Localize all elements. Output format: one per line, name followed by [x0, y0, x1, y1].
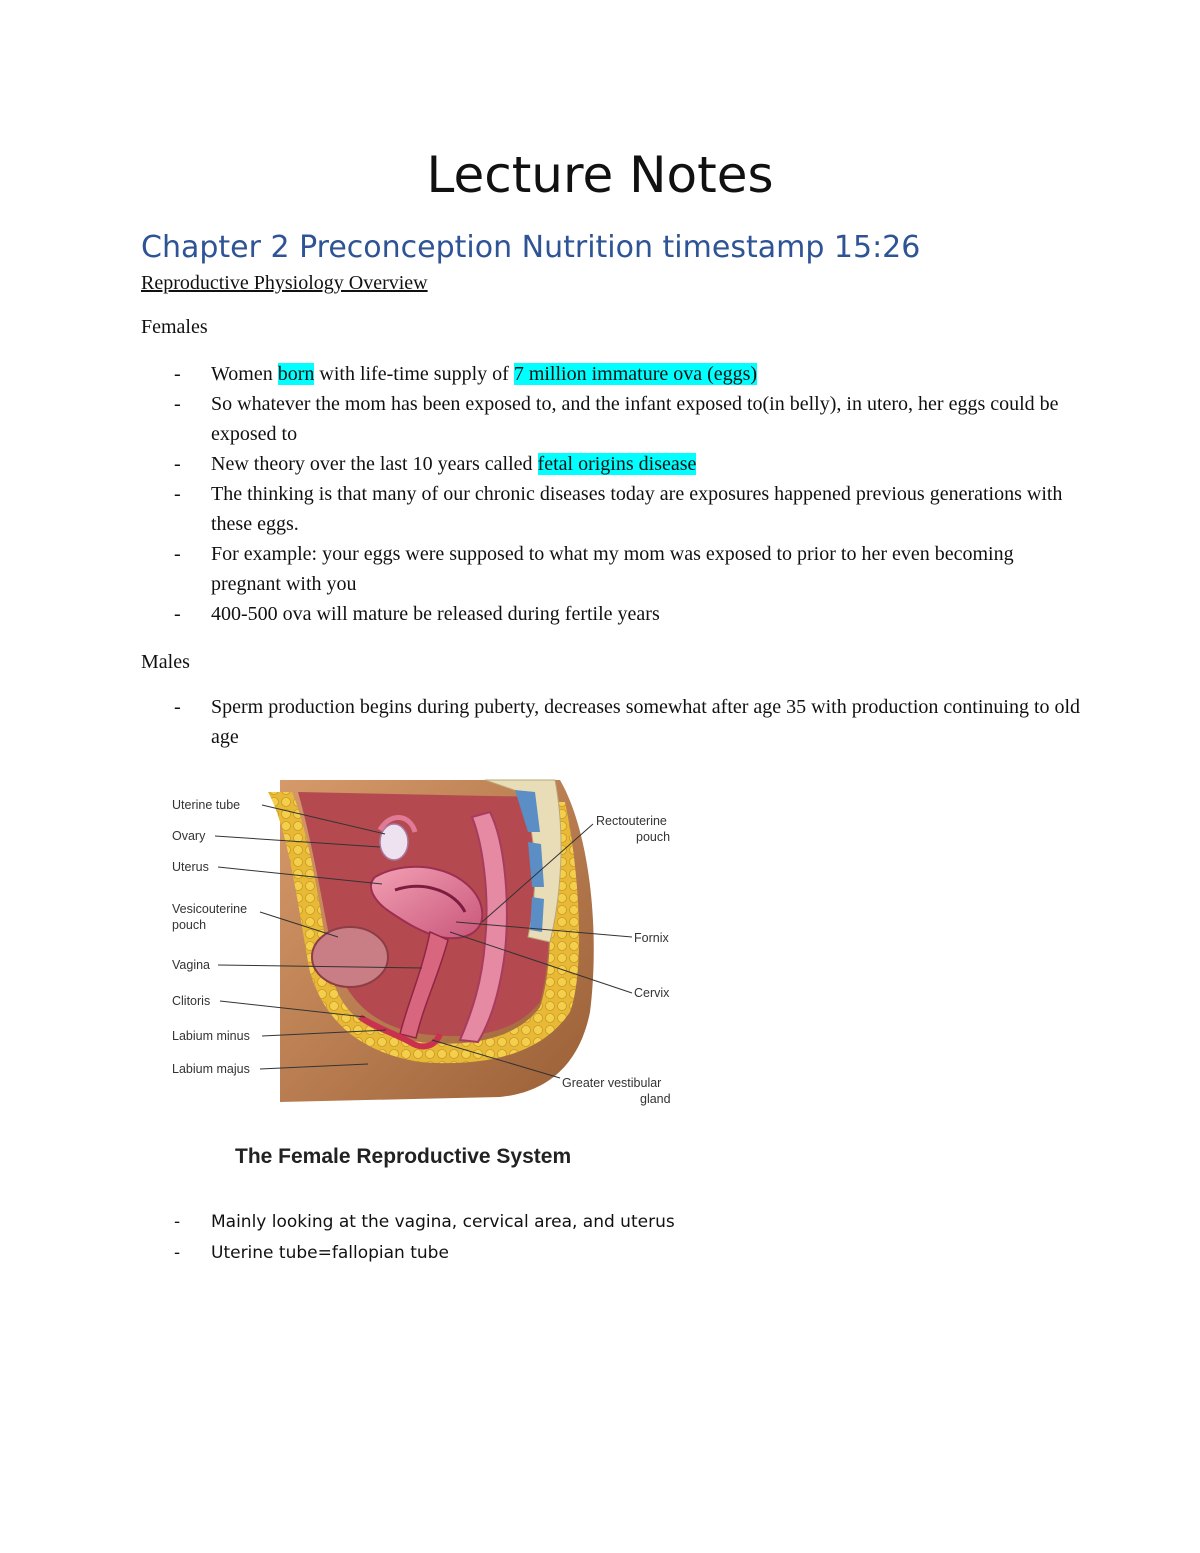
- label-labium-minus: Labium minus: [172, 1029, 250, 1043]
- label-labium-majus: Labium majus: [172, 1062, 250, 1076]
- bullet-marker: -: [174, 696, 181, 718]
- bullet-marker: -: [174, 453, 181, 475]
- text-run: New theory over the last 10 years called: [211, 453, 538, 475]
- bullet-marker: -: [174, 363, 181, 385]
- label-greater-vestibular: Greater vestibular: [562, 1076, 662, 1090]
- page-title: Lecture Notes: [426, 146, 774, 204]
- label-uterus: Uterus: [172, 860, 209, 874]
- text-run: Women: [211, 363, 278, 385]
- bullet-marker: -: [174, 393, 181, 415]
- list-item: [141, 599, 1081, 629]
- list-item-text: The thinking is that many of our chronic diseases today are exposures happened previous generations with these eggs.: [211, 483, 1063, 535]
- label-vagina: Vagina: [172, 958, 210, 972]
- section-heading: Reproductive Physiology Overview: [141, 272, 428, 294]
- list-item: [141, 359, 1081, 389]
- list-item: [141, 1207, 1081, 1238]
- bullet-marker: -: [174, 543, 181, 565]
- highlighted-text: born: [277, 363, 315, 385]
- label-cervix: Cervix: [634, 986, 670, 1000]
- label-vesicouterine-pouch: pouch: [172, 918, 207, 932]
- list-item: [141, 539, 1081, 599]
- females-label: Females: [141, 316, 208, 338]
- bullet-marker: -: [174, 1212, 181, 1232]
- label-ovary: Ovary: [172, 829, 206, 843]
- list-item-text: Uterine tube=fallopian tube: [211, 1243, 449, 1263]
- males-label: Males: [141, 651, 190, 673]
- list-item: [141, 449, 1081, 479]
- female-reproductive-illustration: [160, 772, 700, 1117]
- label-rectouterine-pouch: pouch: [636, 830, 671, 844]
- notes-list: [141, 1207, 1081, 1269]
- label-fornix: Fornix: [634, 931, 669, 945]
- bullet-marker: -: [174, 603, 181, 625]
- label-gland: gland: [640, 1092, 671, 1106]
- males-list: [141, 692, 1081, 752]
- list-item: [141, 479, 1081, 539]
- figure-caption: The Female Reproductive System: [235, 1145, 572, 1168]
- list-item: [141, 692, 1081, 752]
- label-clitoris: Clitoris: [172, 994, 211, 1008]
- list-item: [141, 389, 1081, 449]
- list-item-text: 400-500 ova will mature be released during fertile years: [211, 603, 660, 625]
- list-item: [141, 1238, 1081, 1269]
- highlighted-text: 7 million immature ova (eggs): [513, 363, 758, 385]
- highlighted-text: fetal origins disease: [537, 453, 697, 475]
- list-item-text: Mainly looking at the vagina, cervical area, and uterus: [211, 1212, 675, 1232]
- label-uterine-tube: Uterine tube: [172, 798, 241, 812]
- list-item-text: So whatever the mom has been exposed to, and the infant exposed to(in belly), in utero, her eggs could be exposed to: [211, 393, 1059, 445]
- bullet-marker: -: [174, 483, 181, 505]
- females-list: [141, 359, 1081, 629]
- label-rectouterine: Rectouterine: [596, 814, 667, 828]
- text-run: with life-time supply of: [314, 363, 514, 385]
- list-item-text: For example: your eggs were supposed to what my mom was exposed to prior to her even becoming pregnant with you: [211, 543, 1014, 595]
- bullet-marker: -: [174, 1243, 181, 1263]
- chapter-heading: Chapter 2 Preconception Nutrition timestamp 15:26: [141, 230, 921, 265]
- list-item-text: Sperm production begins during puberty, decreases somewhat after age 35 with production continuing to old age: [211, 696, 1081, 748]
- anatomy-figure: [160, 772, 700, 1117]
- label-vesicouterine: Vesicouterine: [172, 902, 248, 916]
